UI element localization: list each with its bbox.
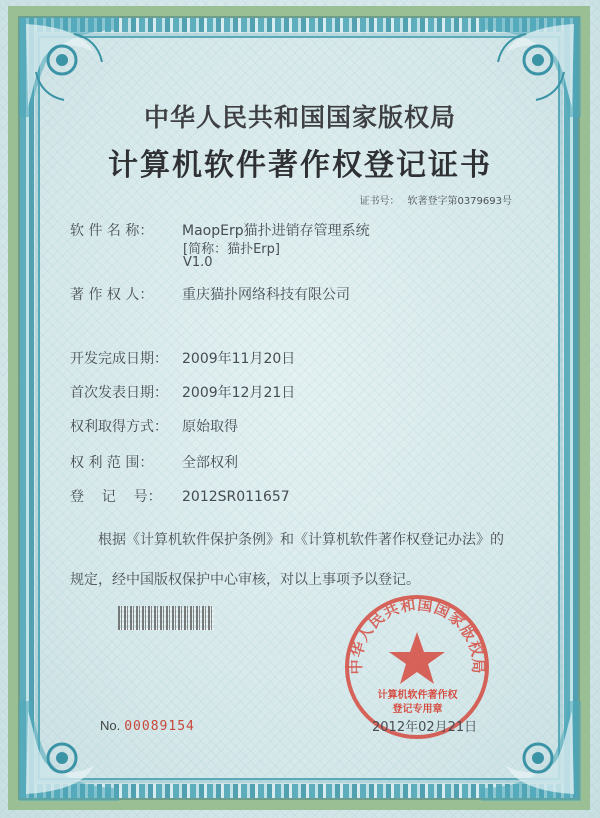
statement-line-1: 根据《计算机软件保护条例》和《计算机软件著作权登记办法》的 <box>98 532 504 548</box>
field-software-name <box>70 220 370 240</box>
field-owner <box>70 284 350 304</box>
field-value: 重庆猫扑网络科技有限公司 <box>182 287 350 303</box>
field-value: 2009年11月20日 <box>182 351 296 367</box>
field-value: 2012SR011657 <box>182 489 290 505</box>
statement-paragraph <box>70 520 540 600</box>
field-pub-date <box>70 382 295 402</box>
serial-number-value: 00089154 <box>124 719 195 734</box>
field-label: 登 记 号： <box>70 489 162 505</box>
software-short-name: [简称：猫扑Erp] <box>183 242 280 257</box>
serial-number <box>100 718 195 734</box>
certificate-number-value: 软著登字第0379693号 <box>407 196 512 207</box>
certificate-title: 计算机软件著作权登记证书 <box>108 148 492 183</box>
field-label: 权 利 范 围： <box>70 455 154 471</box>
field-dev-date <box>70 348 295 368</box>
corner-ornament-bottom-right <box>476 696 586 806</box>
field-scope <box>70 452 238 472</box>
corner-ornament-bottom-left <box>14 696 124 806</box>
field-registration-number <box>70 486 290 506</box>
issuer-title: 中华人民共和国国家版权局 <box>143 103 456 132</box>
certificate-number-label: 证书号： <box>359 196 400 207</box>
issue-date: 2012年02月21日 <box>372 720 478 735</box>
serial-number-label: No. <box>100 718 121 733</box>
field-label: 开发完成日期： <box>70 351 168 367</box>
field-acquire-method <box>70 416 238 436</box>
field-label: 权利取得方式： <box>70 419 168 435</box>
field-value: 2009年12月21日 <box>182 385 296 401</box>
field-label: 著 作 权 人： <box>70 287 154 303</box>
statement-line-2: 规定，经中国版权保护中心审核，对以上事项予以登记。 <box>70 572 420 588</box>
field-value: 原始取得 <box>182 419 238 435</box>
certificate-number <box>351 192 512 207</box>
seal-line-1: 计算机软件著作权 <box>377 690 458 701</box>
field-label: 软 件 名 称： <box>70 223 154 239</box>
field-label: 首次发表日期： <box>70 385 168 401</box>
barcode <box>118 606 214 630</box>
field-value: 全部权利 <box>182 455 238 471</box>
svg-text:中华人民共和国国家版权局: 中华人民共和国国家版权局 <box>346 595 488 675</box>
software-version: V1.0 <box>183 255 213 270</box>
field-value: MaopErp猫扑进销存管理系统 <box>182 223 370 239</box>
seal-line-2: 登记专用章 <box>392 704 443 715</box>
